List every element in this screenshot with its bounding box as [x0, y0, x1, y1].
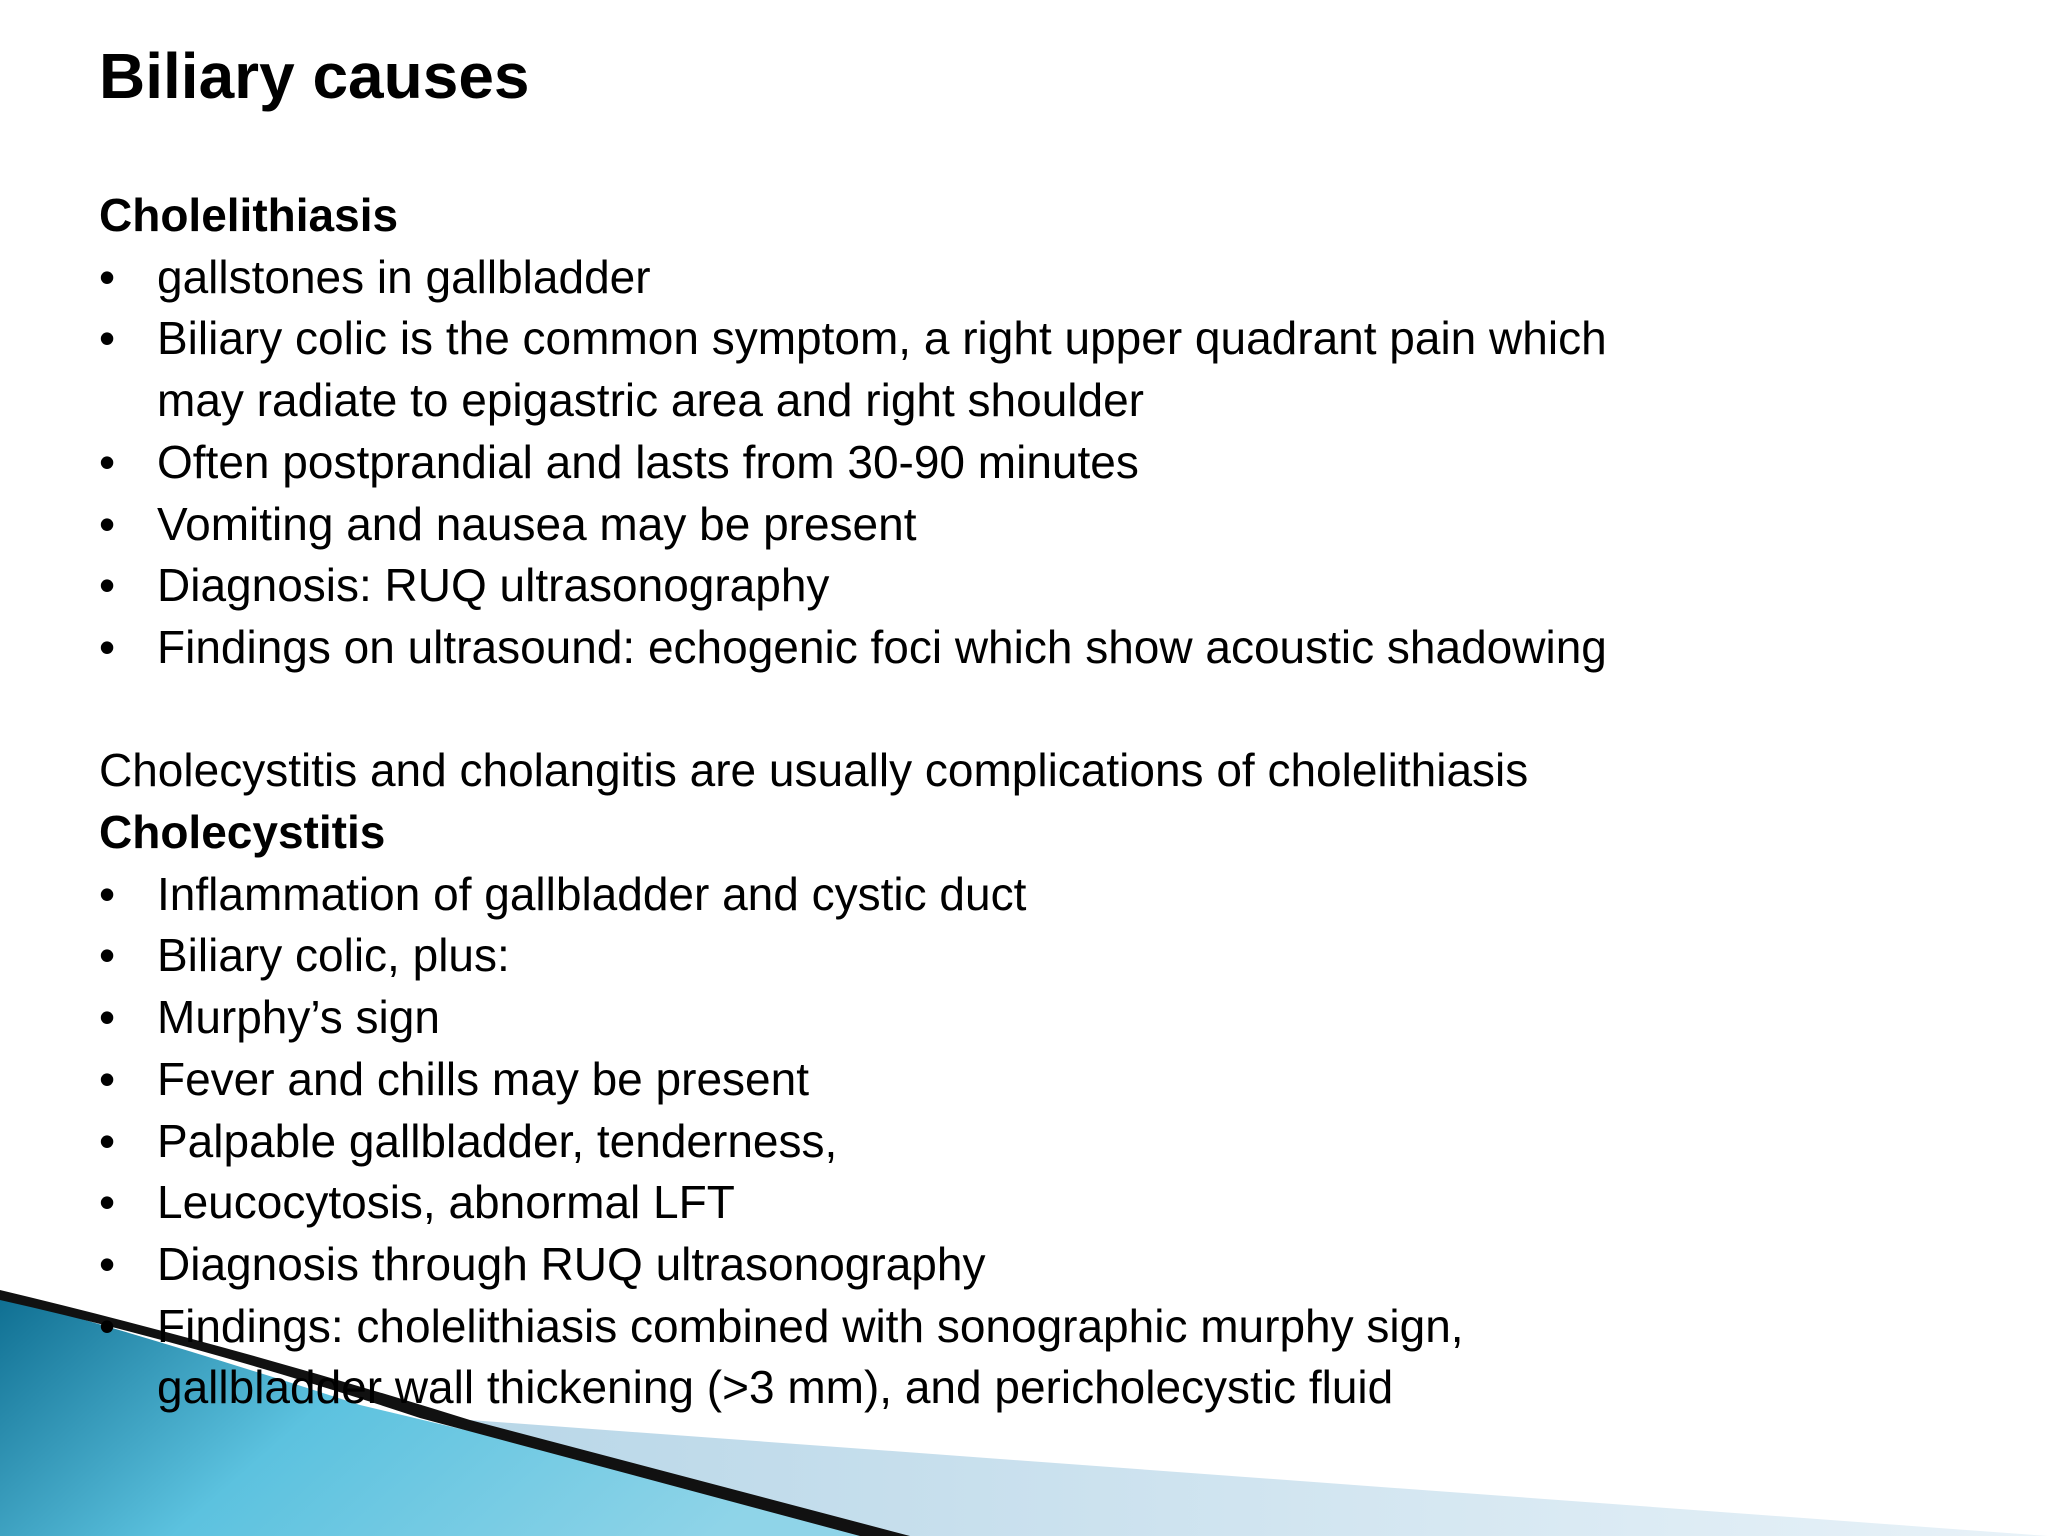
bullet-text: Inflammation of gallbladder and cystic duct — [157, 867, 1027, 920]
bullet-item — [99, 1172, 1999, 1234]
bullet-text: Murphy’s sign — [157, 991, 440, 1044]
bullet-dot: • — [99, 867, 116, 920]
bullet-dot: • — [99, 1237, 116, 1290]
slide-body — [99, 185, 1999, 1419]
bullet-dot: • — [99, 1052, 116, 1105]
bullet-item — [99, 432, 1999, 494]
section-heading-cholelithiasis: Cholelithiasis — [99, 189, 399, 241]
bullet-dot: • — [99, 1299, 116, 1352]
bullet-dot: • — [99, 250, 116, 303]
bullet-text: Vomiting and nausea may be present — [157, 497, 917, 550]
bullet-item — [99, 864, 1999, 926]
bullet-text: Fever and chills may be present — [157, 1052, 809, 1105]
bullet-dot: • — [99, 497, 116, 550]
bullet-dot: • — [99, 312, 116, 365]
bullet-dot: • — [99, 991, 116, 1044]
bullet-text: gallstones in gallbladder — [157, 250, 651, 303]
section-heading-cholecystitis: Cholecystitis — [99, 806, 386, 859]
bullet-item — [99, 987, 1999, 1049]
bullet-item — [99, 617, 1999, 679]
bullet-text: Leucocytosis, abnormal LFT — [157, 1176, 735, 1229]
bullet-dot: • — [99, 1114, 116, 1167]
bullet-item — [99, 1111, 1999, 1173]
bullet-text: Diagnosis: RUQ ultrasonography — [157, 559, 830, 612]
bullet-dot: • — [99, 559, 116, 612]
bullet-dot: • — [99, 620, 116, 673]
bullet-item — [99, 1234, 1999, 1296]
slide-title: Biliary causes — [99, 40, 530, 112]
complications-note: Cholecystitis and cholangitis are usually complications of cholelithiasis — [99, 744, 1529, 797]
bullet-text: Findings on ultrasound: echogenic foci which show acoustic shadowing — [157, 620, 1607, 673]
bullet-dot: • — [99, 929, 116, 982]
blank-line — [99, 679, 1999, 741]
bullet-item — [99, 925, 1999, 987]
bullet-text: Biliary colic is the common symptom, a right upper quadrant pain which may radiate to epigastric area and right shoulder — [157, 312, 1607, 427]
bullet-item — [99, 1296, 1999, 1419]
bullet-dot: • — [99, 1176, 116, 1229]
bullet-item — [99, 308, 1999, 431]
bullet-text: Biliary colic, plus: — [157, 929, 510, 982]
bullet-item — [99, 1049, 1999, 1111]
bullet-item — [99, 494, 1999, 556]
bullet-item — [99, 247, 1999, 309]
bullet-text: Findings: cholelithiasis combined with sonographic murphy sign, gallbladder wall thickening (>3 mm), and pericholecystic fluid — [157, 1299, 1464, 1414]
bullet-text: Diagnosis through RUQ ultrasonography — [157, 1237, 986, 1290]
bullet-text: Palpable gallbladder, tenderness, — [157, 1114, 838, 1167]
bullet-item — [99, 555, 1999, 617]
bullet-text: Often postprandial and lasts from 30-90 minutes — [157, 435, 1139, 488]
bullet-dot: • — [99, 435, 116, 488]
